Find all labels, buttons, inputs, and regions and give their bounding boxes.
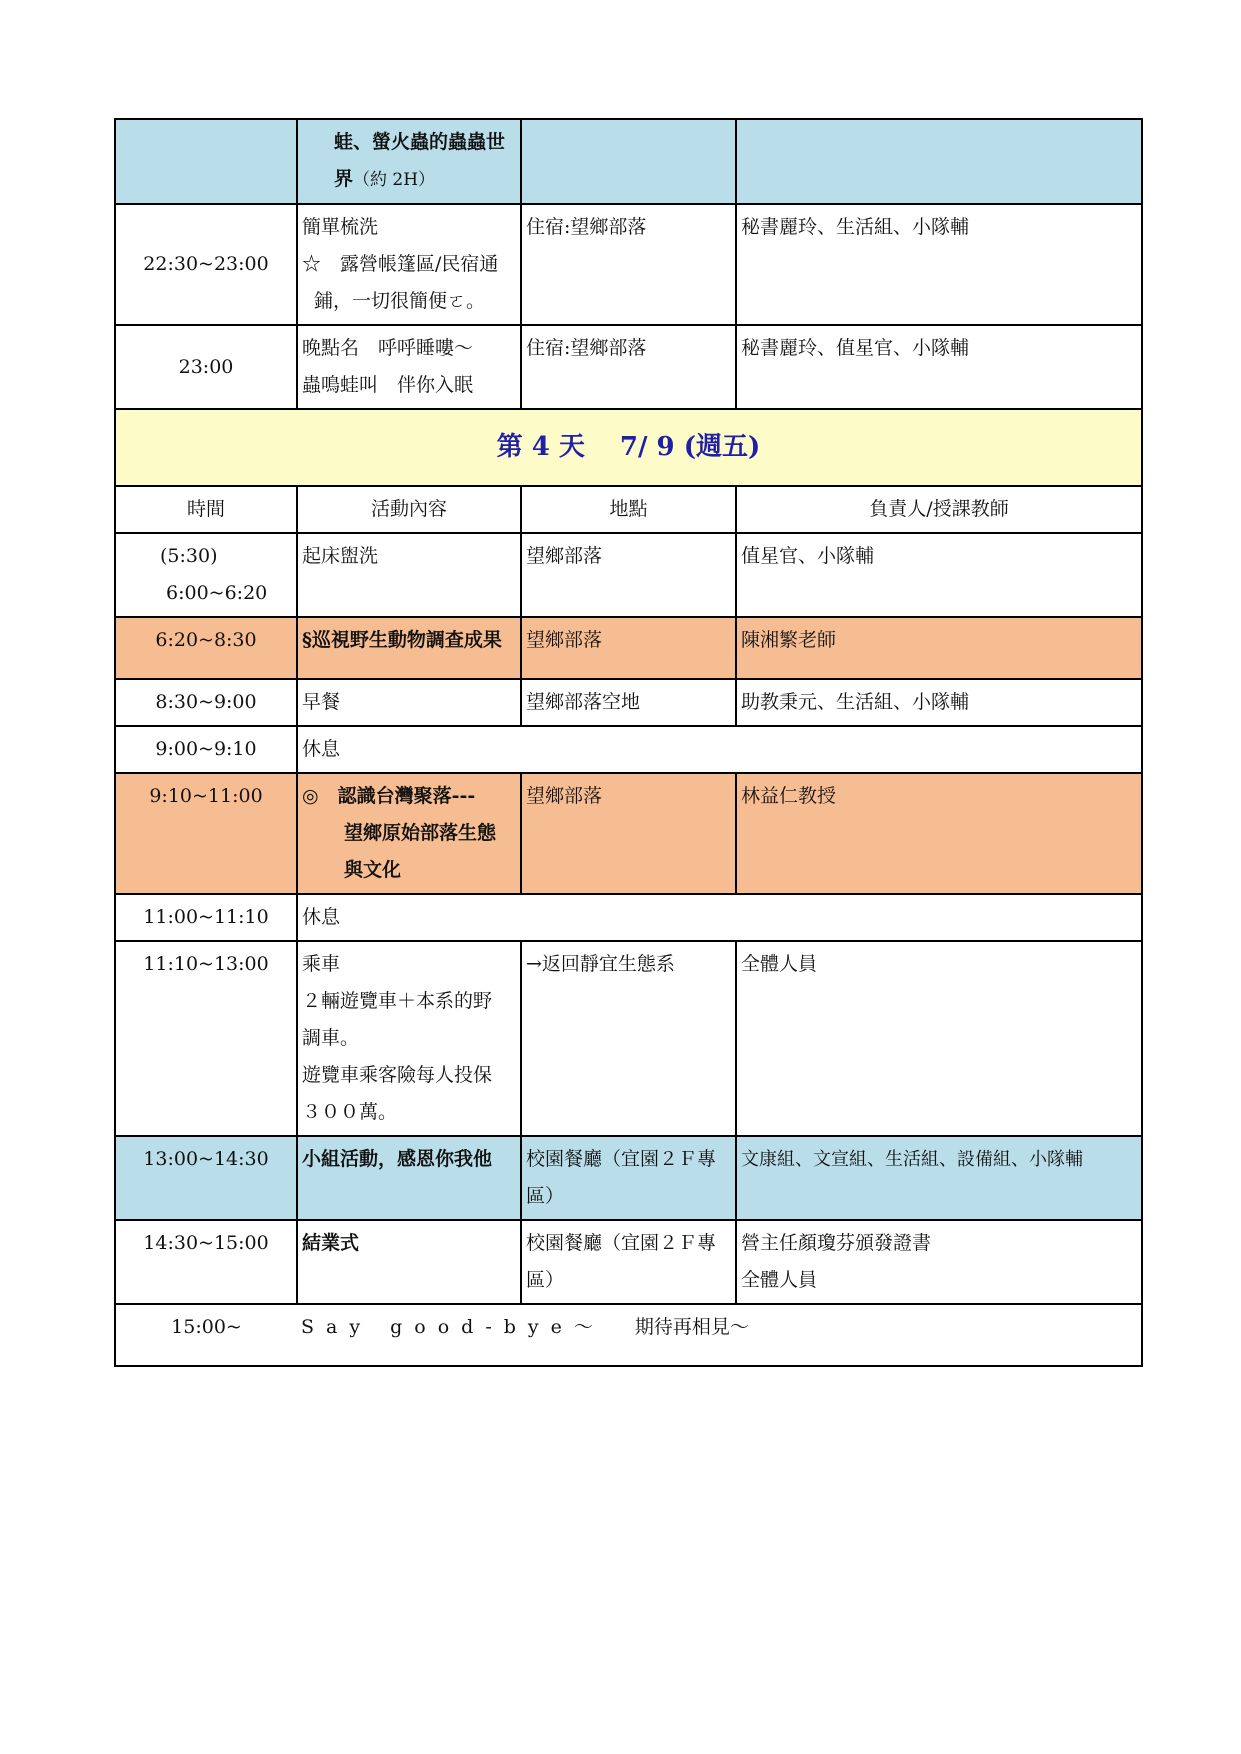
- header-person: 負責人/授課教師: [736, 486, 1142, 533]
- place-cell: 住宿:望鄉部落: [521, 204, 736, 325]
- table-row: [115, 119, 1142, 204]
- person-cell: 秘書麗玲、生活組、小隊輔: [736, 204, 1142, 325]
- header-activity: 活動內容: [297, 486, 521, 533]
- time-cell: 9:00~9:10: [115, 726, 297, 773]
- time-cell: 22:30~23:00: [115, 204, 297, 325]
- activity-cell: 乘車 ２輛遊覽車＋本系的野 調車。 遊覽車乘客險每人投保 ３００萬。: [297, 941, 521, 1136]
- message-cell: [297, 1304, 1142, 1366]
- time-cell: [115, 119, 297, 204]
- table-row: [115, 941, 1142, 1136]
- time-cell: 23:00: [115, 325, 297, 409]
- schedule-table: [114, 118, 1143, 1367]
- activity-cell: ◎ 認識台灣聚落--- 望鄉原始部落生態 與文化: [297, 773, 521, 894]
- activity-cell: 簡單梳洗 ☆ 露營帳篷區/民宿通 鋪，一切很簡便ㄛ。: [297, 204, 521, 325]
- table-row: [115, 726, 1142, 773]
- table-row: [115, 617, 1142, 679]
- person-cell: 助教秉元、生活組、小隊輔: [736, 679, 1142, 726]
- person-cell: 秘書麗玲、值星官、小隊輔: [736, 325, 1142, 409]
- activity-cell: 小組活動，感恩你我他: [297, 1136, 521, 1220]
- header-row: [115, 486, 1142, 533]
- place-cell: 校園餐廳（宜園２Ｆ專區）: [521, 1136, 736, 1220]
- table-row: [115, 325, 1142, 409]
- time-cell: 6:20~8:30: [115, 617, 297, 679]
- header-place: 地點: [521, 486, 736, 533]
- place-cell: 校園餐廳（宜園２Ｆ專區）: [521, 1220, 736, 1304]
- day-heading-row: [115, 409, 1142, 486]
- table-row: [115, 1220, 1142, 1304]
- place-cell: 望鄉部落空地: [521, 679, 736, 726]
- person-cell: 值星官、小隊輔: [736, 533, 1142, 617]
- person-cell: 林益仁教授: [736, 773, 1142, 894]
- table-row: [115, 204, 1142, 325]
- time-cell: 13:00~14:30: [115, 1136, 297, 1220]
- activity-cell: 起床盥洗: [297, 533, 521, 617]
- place-cell: 望鄉部落: [521, 617, 736, 679]
- table-row: [115, 679, 1142, 726]
- day-heading: 第 4 天 7/ 9 (週五): [115, 409, 1142, 486]
- table-row: [115, 1304, 1142, 1366]
- person-cell: 營主任顏瓊芬頒發證書 全體人員: [736, 1220, 1142, 1304]
- person-cell: 全體人員: [736, 941, 1142, 1136]
- activity-cell: 休息: [297, 894, 1142, 941]
- person-cell: [736, 119, 1142, 204]
- farewell-text: Say good-bye～: [301, 1316, 605, 1338]
- time-cell: 11:10~13:00: [115, 941, 297, 1136]
- activity-cell: §巡視野生動物調查成果: [297, 617, 521, 679]
- person-cell: 陳湘繁老師: [736, 617, 1142, 679]
- activity-cell: 蛙、螢火蟲的蟲蟲世 界（約 2H）: [297, 119, 521, 204]
- activity-cell: 晚點名 呼呼睡嘍～ 蟲鳴蛙叫 伴你入眠: [297, 325, 521, 409]
- time-cell: 15:00~: [115, 1304, 297, 1366]
- place-cell: 望鄉部落: [521, 533, 736, 617]
- place-cell: 望鄉部落: [521, 773, 736, 894]
- see-you-text: 期待再相見～: [634, 1316, 749, 1338]
- table-row: [115, 894, 1142, 941]
- time-cell: 14:30~15:00: [115, 1220, 297, 1304]
- header-time: 時間: [115, 486, 297, 533]
- time-cell: 9:10~11:00: [115, 773, 297, 894]
- time-cell: (5:30) 6:00~6:20: [115, 533, 297, 617]
- time-cell: 8:30~9:00: [115, 679, 297, 726]
- table-row: [115, 533, 1142, 617]
- place-cell: 住宿:望鄉部落: [521, 325, 736, 409]
- time-cell: 11:00~11:10: [115, 894, 297, 941]
- activity-cell: 結業式: [297, 1220, 521, 1304]
- person-cell: 文康組、文宣組、生活組、設備組、小隊輔: [736, 1136, 1142, 1220]
- place-cell: →返回靜宜生態系: [521, 941, 736, 1136]
- activity-cell: 早餐: [297, 679, 521, 726]
- table-row: [115, 1136, 1142, 1220]
- activity-cell: 休息: [297, 726, 1142, 773]
- place-cell: [521, 119, 736, 204]
- table-row: [115, 773, 1142, 894]
